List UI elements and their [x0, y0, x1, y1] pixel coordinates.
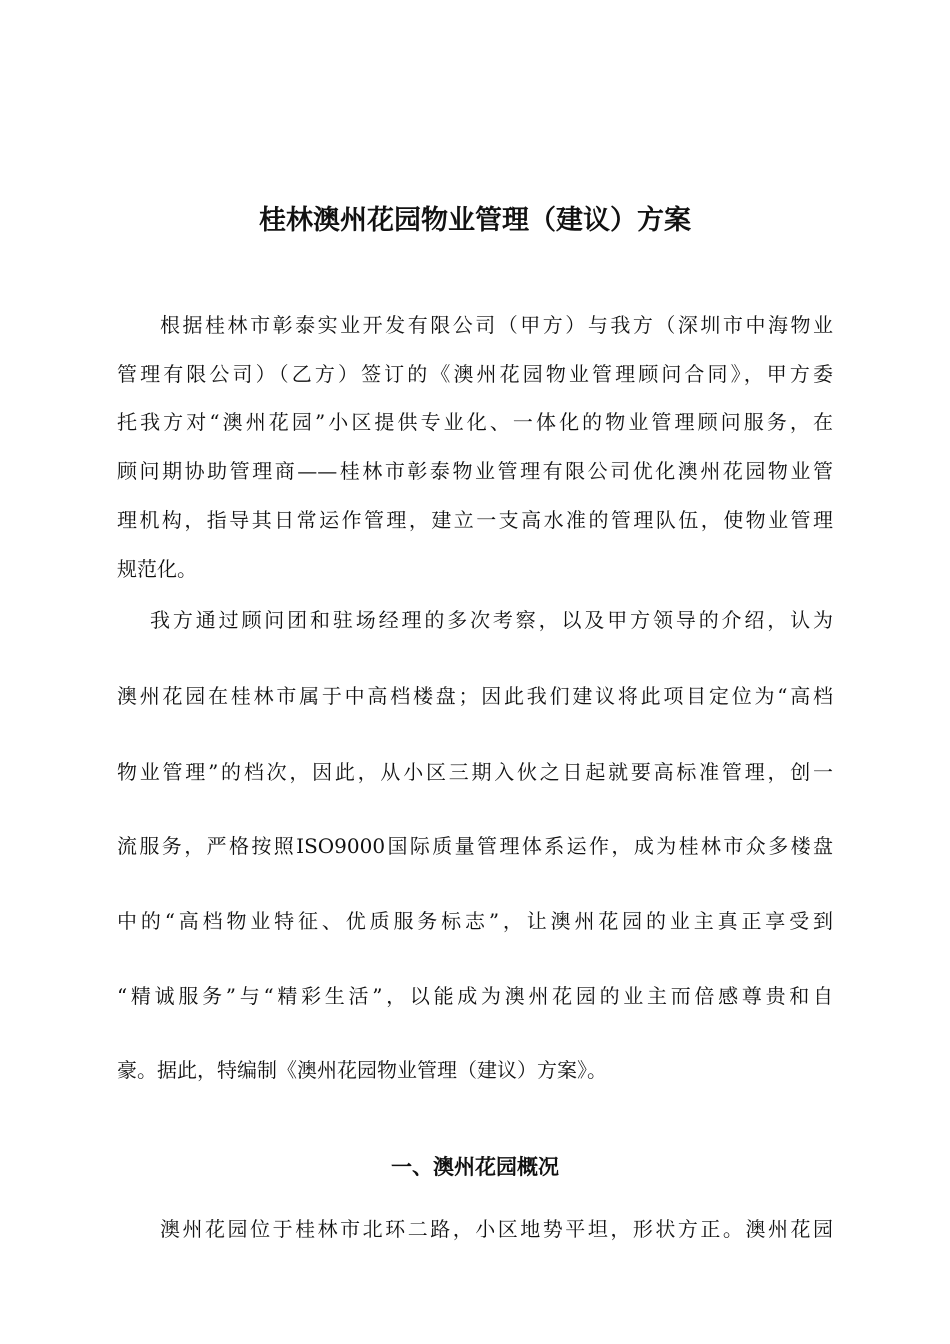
paragraph-line: 管理有限公司）（乙方）签订的《澳州花园物业管理顾问合同》，甲方委 [117, 362, 833, 386]
section-heading: 一、澳州花园概况 [391, 1155, 559, 1179]
paragraph-line: 澳州花园在桂林市属于中高档楼盘；因此我们建议将此项目定位为“高档 [117, 684, 833, 708]
paragraph-line: 顾问期协助管理商——桂林市彰泰物业管理有限公司优化澳州花园物业管 [117, 459, 833, 483]
paragraph-line: 流服务，严格按照ISO9000国际质量管理体系运作，成为桂林市众多楼盘 [117, 834, 833, 858]
paragraph-line: 物业管理”的档次，因此，从小区三期入伙之日起就要高标准管理，创一 [117, 760, 833, 784]
paragraph-line: 我方通过顾问团和驻场经理的多次考察，以及甲方领导的介绍，认为 [150, 608, 833, 632]
paragraph-line: 规范化。 [117, 557, 197, 581]
document-title: 桂林澳州花园物业管理（建议）方案 [259, 205, 691, 236]
paragraph-line: 根据桂林市彰泰实业开发有限公司（甲方）与我方（深圳市中海物业 [160, 313, 833, 337]
paragraph-line: 理机构，指导其日常运作管理，建立一支高水准的管理队伍，使物业管理 [117, 508, 833, 532]
paragraph-line: 豪。据此，特编制《澳州花园物业管理（建议）方案》。 [117, 1058, 607, 1082]
paragraph-line: “精诚服务”与“精彩生活”，以能成为澳州花园的业主而倍感尊贵和自 [117, 984, 833, 1008]
paragraph-line: 托我方对“澳州花园”小区提供专业化、一体化的物业管理顾问服务，在 [117, 410, 833, 434]
paragraph-line: 中的“高档物业特征、优质服务标志”，让澳州花园的业主真正享受到 [117, 909, 833, 933]
paragraph-line: 澳州花园位于桂林市北环二路，小区地势平坦，形状方正。澳州花园 [160, 1217, 833, 1241]
